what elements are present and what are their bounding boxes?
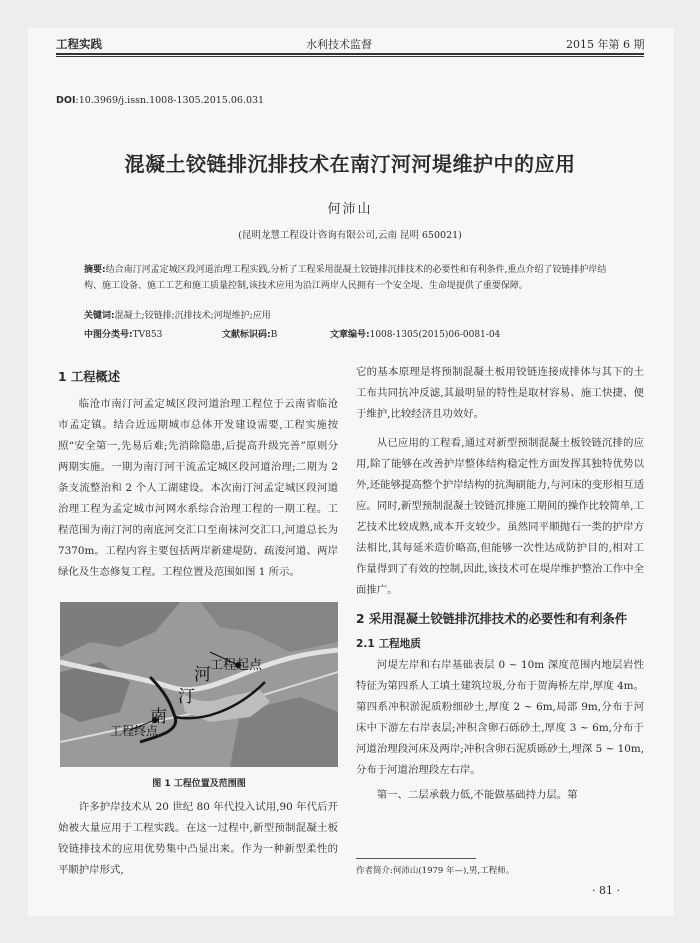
article-number xyxy=(330,327,500,340)
section-2-heading: 2 采用混凝土铰链排沉排技术的必要性和有利条件 xyxy=(356,612,628,626)
page-number: · 81 · xyxy=(592,884,620,897)
article-number-label: 文章编号: xyxy=(330,330,370,340)
right-column xyxy=(356,362,644,806)
footnote-rule xyxy=(356,858,476,859)
header-issue: 2015 年第 6 期 xyxy=(566,38,645,51)
article-title: 混凝土铰链排沉排技术在南汀河河堤维护中的应用 xyxy=(124,152,576,176)
map-label-ting: 汀 xyxy=(178,687,195,707)
left-column-continued xyxy=(58,797,338,881)
clc-label: 中图分类号: xyxy=(84,330,133,340)
article-number-value: 1008-1305(2015)06-0081-04 xyxy=(369,330,501,340)
keywords-text: 混凝土;铰链排;沉排技术;河堤维护;应用 xyxy=(114,311,271,321)
map-label-start: 工程起点 xyxy=(210,658,263,673)
author-affiliation: (昆明龙慧工程设计咨询有限公司,云南 昆明 650021) xyxy=(238,230,462,241)
map-label-nan: 南 xyxy=(150,707,167,727)
section-1-paragraph: 临沧市南汀河孟定城区段河道治理工程位于云南省临沧市孟定镇。结合近远期城市总体开发建设需要,工程实施按照“安全第一,先易后难;先消除隐患,后提高升级完善”原则分两期实施。一期为南汀河干流孟定城区段河道治理;二期为 2 条支流整治和 2 个人工湖建设。本次南汀河孟定城区段河道治理工程为孟定城市河网水系综合治理工程的一期工程。工程范围为南汀河的南底河交汇口至南袜河交汇口,河道总长为 7370m。工程内容主要包括两岸新建堤防、疏浚河道、两岸绿化及生态修复工程。工程位置及范围如图 1 所示。 xyxy=(58,398,338,578)
subsection-2-1-heading: 2.1 工程地质 xyxy=(356,638,421,650)
abstract-text: 结合南汀河孟定城区段河道治理工程实践,分析了工程采用混凝土铰链排沉排技术的必要性和有利条件,重点介绍了铰链排护岸结构、施工设备、施工工艺和施工质量控制,该技术应用为沿江两岸人民拥有一个安全堤、生命堤提供了重要保障。 xyxy=(84,265,607,291)
header-rule-thin xyxy=(56,56,644,57)
figure-1-caption: 图 1 工程位置及范围图 xyxy=(152,779,246,789)
abstract-label: 摘要: xyxy=(84,265,106,275)
document-code xyxy=(222,327,277,340)
doi-line xyxy=(56,95,264,106)
doi-label: DOI xyxy=(56,95,76,106)
header-section-label: 工程实践 xyxy=(56,37,102,51)
section-1-heading: 1 工程概述 xyxy=(58,370,121,384)
left-column xyxy=(58,367,338,583)
map-label-he: 河 xyxy=(194,665,211,685)
right-paragraph-3: 河堤左岸和右岸基础表层 0 ~ 10m 深度范围内地层岩性特征为第四系人工填土建筑垃圾,分布于贺海桥左岸,厚度 4m。第四系冲积淤泥质粉细砂土,厚度 2 ~ 6m,局部 9m,分布于河床中下游左右岸表层;冲积含卵石砾砂土,厚度 3 ~ 6m,分布于河道治理段河床及两岸;冲积含卵石泥质砾砂土,埋深 5 ~ 10m,分布于河道治理段左右岸。 xyxy=(356,659,644,776)
doc-code-value: B xyxy=(270,330,278,340)
abstract xyxy=(84,262,618,294)
article-author: 何沛山 xyxy=(327,202,373,217)
keywords-label: 关键词: xyxy=(84,311,115,321)
location-map-figure xyxy=(60,602,338,767)
clc-number xyxy=(84,327,162,340)
right-paragraph-2: 从已应用的工程看,通过对新型预制混凝土板铰链沉排的应用,除了能够在改善护岸整体结构稳定性方面发挥其独特优势以外,还能够提高整个护岸结构的抗淘刷能力,与河床的变形相互适应。同时,新型预制混凝土铰链沉排施工期间的操作比较简单,工艺技术比较成熟,成本开支较少。虽然同平顺抛石一类的护岸方法相比,其每延米造价略高,但能够一次性达成防护目的,相对工作量得到了有效的控制,因此,该技术可在堤岸维护整治工作中全面推广。 xyxy=(356,437,644,596)
keywords xyxy=(84,308,271,321)
right-paragraph-1: 它的基本原理是将预制混凝土板用铰链连接成排体与其下的土工布共同抗冲反滤,其最明显的特性是取材容易、施工快捷、便于维护,比较经济且功效好。 xyxy=(356,366,644,420)
clc-value: TV853 xyxy=(132,330,163,340)
author-footnote: 作者简介:何沛山(1979 年—),男,工程师。 xyxy=(356,866,515,876)
header-journal-name: 水利技术监督 xyxy=(306,38,372,51)
doi-value: :10.3969/j.issn.1008-1305.2015.06.031 xyxy=(75,95,265,106)
left-bottom-paragraph: 许多护岸技术从 20 世纪 80 年代投入试用,90 年代后开始被大量应用于工程实践。在这一过程中,新型预制混凝土板铰链排技术的应用优势集中凸显出来。作为一种新型柔性的平顺护岸形式, xyxy=(58,801,338,876)
doc-code-label: 文献标识码: xyxy=(222,330,271,340)
map-label-end: 工程终点 xyxy=(110,724,159,738)
header-rule xyxy=(56,53,644,55)
right-paragraph-4: 第一、二层承载力低,不能做基础持力层。第 xyxy=(376,789,578,801)
